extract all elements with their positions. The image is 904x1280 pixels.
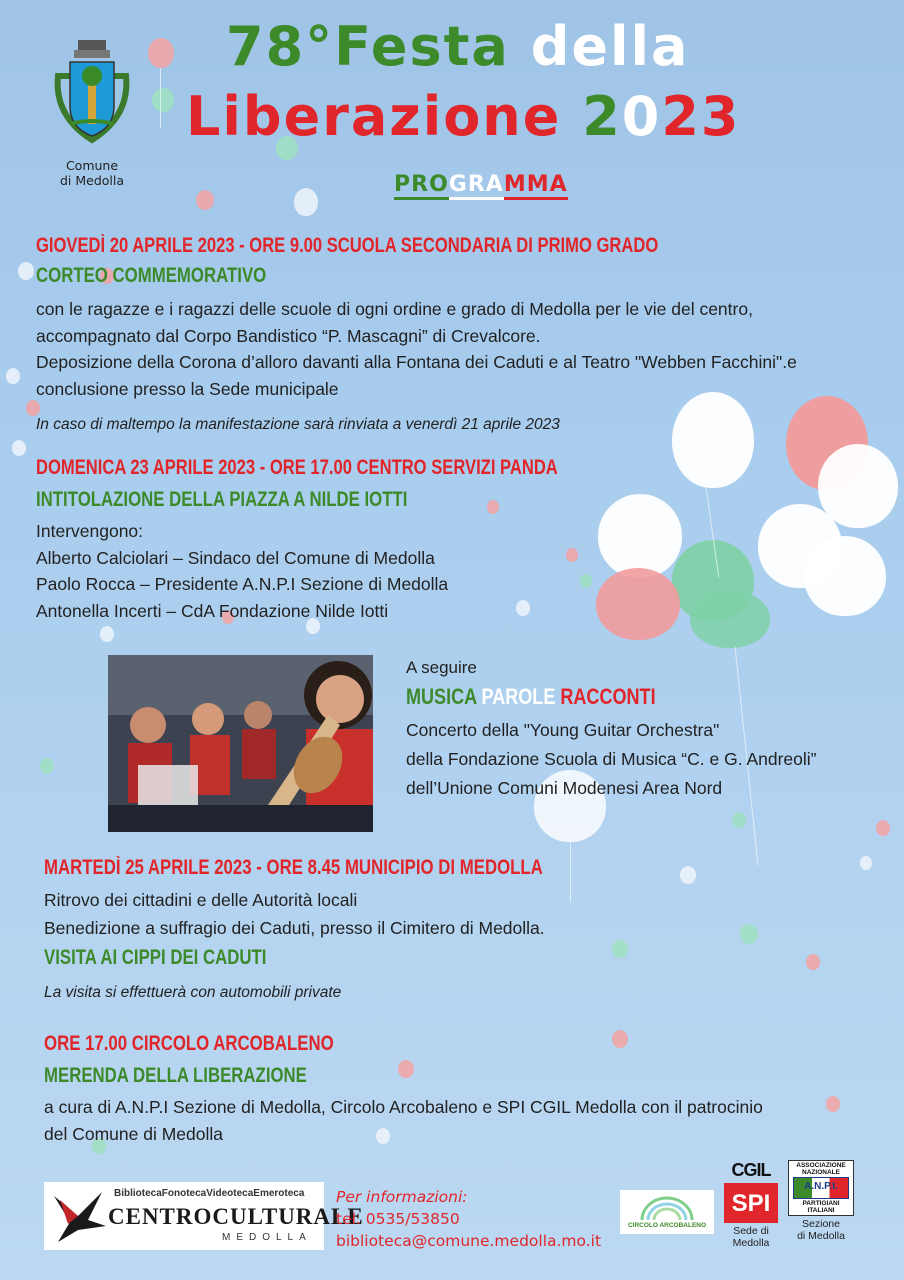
programma-part-1: PRO	[394, 172, 449, 200]
anpi-main: A.N.P.I.	[804, 1181, 838, 1192]
title-number: 78°	[226, 15, 335, 78]
circolo-arcobaleno-logo	[620, 1190, 714, 1234]
cc-main-text: CENTROCULTURALE	[108, 1204, 364, 1229]
event-4-heading: MARTEDÌ 25 APRILE 2023 - ORE 8.45 MUNICIPIO DI MEDOLLA	[44, 856, 543, 879]
anpi-caption	[788, 1218, 854, 1242]
cc-top-text: BibliotecaFonotecaVideotecaEmeroteca	[114, 1188, 305, 1199]
event-5-subheading: MERENDA DELLA LIBERAZIONE	[44, 1064, 307, 1087]
spi-caption-1: Sede di	[733, 1225, 769, 1237]
programma-part-2: GRA	[449, 172, 504, 200]
event-4-line-2: Benedizione a suffragio dei Caduti, presso il Cimitero di Medolla.	[44, 918, 545, 938]
anpi-top-2: NAZIONALE	[802, 1169, 840, 1176]
arcobaleno-label: CIRCOLO ARCOBALENO	[627, 1222, 707, 1229]
anpi-logo	[788, 1160, 854, 1242]
cgil-label: CGIL	[731, 1160, 771, 1180]
comune-logo	[44, 36, 140, 188]
event-1-body	[36, 296, 797, 402]
event-3-subheading	[406, 684, 656, 710]
event-3-sub-parole: PAROLE	[481, 684, 556, 709]
event-3-line-2: della Fondazione Scuola di Musica “C. e G. Andreoli”	[406, 749, 817, 769]
event-2-line-3: Paolo Rocca – Presidente A.N.P.I Sezione di Medolla	[36, 574, 449, 594]
event-5-heading: ORE 17.00 CIRCOLO ARCOBALENO	[44, 1032, 334, 1055]
title-liberazione: Liberazione	[186, 85, 562, 148]
event-5-body	[44, 1094, 763, 1147]
guitar-orchestra-photo	[108, 655, 373, 832]
spi-label: SPI	[724, 1183, 778, 1223]
event-1-line-2: accompagnato dal Corpo Bandistico “P. Mascagni” di Crevalcore.	[36, 325, 541, 346]
page-title	[226, 16, 689, 78]
cgil-spi-logo	[724, 1160, 778, 1249]
event-1-line-3: Deposizione della Corona d’alloro davanti alla Fontana dei Caduti e al Teatro "Webben Facchini".e	[36, 352, 797, 372]
event-2-heading: DOMENICA 23 APRILE 2023 - ORE 17.00 CENTRO SERVIZI PANDA	[36, 456, 558, 479]
info-label: Per informazioni:	[336, 1188, 468, 1206]
comune-label-line1: Comune	[65, 158, 119, 173]
event-3-line-3: dell’Unione Comuni Modenesi Area Nord	[406, 778, 723, 798]
event-1-line-1: con le ragazze e i ragazzi delle scuole di ogni ordine e grado di Medolla per le vie del centro,	[36, 299, 753, 319]
comune-label-line2: di Medolla	[59, 173, 125, 188]
info-phone[interactable]: tel. 0535/53850	[336, 1210, 460, 1228]
centro-culturale-logo	[44, 1182, 364, 1250]
title-festa: Festa	[334, 15, 510, 78]
cc-sub-text: MEDOLLA	[222, 1232, 312, 1243]
event-2-subheading: INTITOLAZIONE DELLA PIAZZA A NILDE IOTTI	[36, 488, 408, 511]
event-2-line-1: Intervengono:	[36, 521, 144, 541]
info-block	[336, 1186, 601, 1252]
coat-of-arms-icon	[44, 36, 140, 152]
event-4-note: La visita si effettuerà con automobili private	[44, 984, 342, 1001]
anpi-bottom-1: PARTIGIANI	[802, 1200, 840, 1207]
event-1-note: In caso di maltempo la manifestazione sarà rinviata a venerdì 21 aprile 2023	[36, 416, 560, 433]
title-year-23: 23	[661, 85, 741, 148]
event-5-line-1: a cura di A.N.P.I Sezione di Medolla, Circolo Arcobaleno e SPI CGIL Medolla con il patrocinio	[44, 1097, 763, 1117]
event-3-intro: A seguire	[406, 658, 477, 677]
event-2-line-4: Antonella Incerti – CdA Fondazione Nilde Iotti	[36, 600, 389, 621]
event-1-subheading: CORTEO COMMEMORATIVO	[36, 264, 267, 287]
event-4-subheading: VISITA AI CIPPI DEI CADUTI	[44, 946, 267, 969]
programma-part-3: MMA	[504, 172, 568, 200]
anpi-top-1: ASSOCIAZIONE	[796, 1162, 846, 1169]
comune-label	[44, 158, 140, 188]
event-1-line-4: conclusione presso la Sede municipale	[36, 378, 339, 399]
event-3-line-1: Concerto della "Young Guitar Orchestra"	[406, 720, 720, 740]
jester-icon	[48, 1186, 108, 1246]
info-email[interactable]: biblioteca@comune.medolla.mo.it	[336, 1232, 602, 1250]
anpi-flag	[793, 1177, 849, 1199]
event-4-body	[44, 886, 545, 942]
programma-heading	[394, 172, 568, 197]
spi-caption	[724, 1225, 778, 1249]
event-2-body	[36, 518, 448, 624]
event-4-line-1: Ritrovo dei cittadini e delle Autorità locali	[44, 890, 358, 910]
event-5-line-2: del Comune di Medolla	[44, 1123, 223, 1144]
title-year-2: 2	[582, 85, 622, 148]
event-3-sub-racconti: RACCONTI	[560, 684, 656, 709]
anpi-caption-1: Sezione	[802, 1218, 840, 1230]
event-2-line-2: Alberto Calciolari – Sindaco del Comune di Medolla	[36, 547, 435, 568]
title-year-0: 0	[621, 85, 662, 148]
rainbow-icon	[638, 1194, 696, 1222]
anpi-caption-2: di Medolla	[797, 1230, 845, 1242]
event-3-sub-musica: MUSICA	[406, 684, 477, 709]
event-1-heading: GIOVEDÌ 20 APRILE 2023 - ORE 9.00 SCUOLA SECONDARIA DI PRIMO GRADO	[36, 234, 659, 257]
anpi-bottom-2: ITALIANI	[807, 1207, 835, 1214]
title-della: della	[530, 15, 690, 78]
spi-caption-2: Medolla	[732, 1237, 770, 1249]
event-3-body	[406, 716, 817, 803]
page-title-line2	[186, 86, 741, 148]
